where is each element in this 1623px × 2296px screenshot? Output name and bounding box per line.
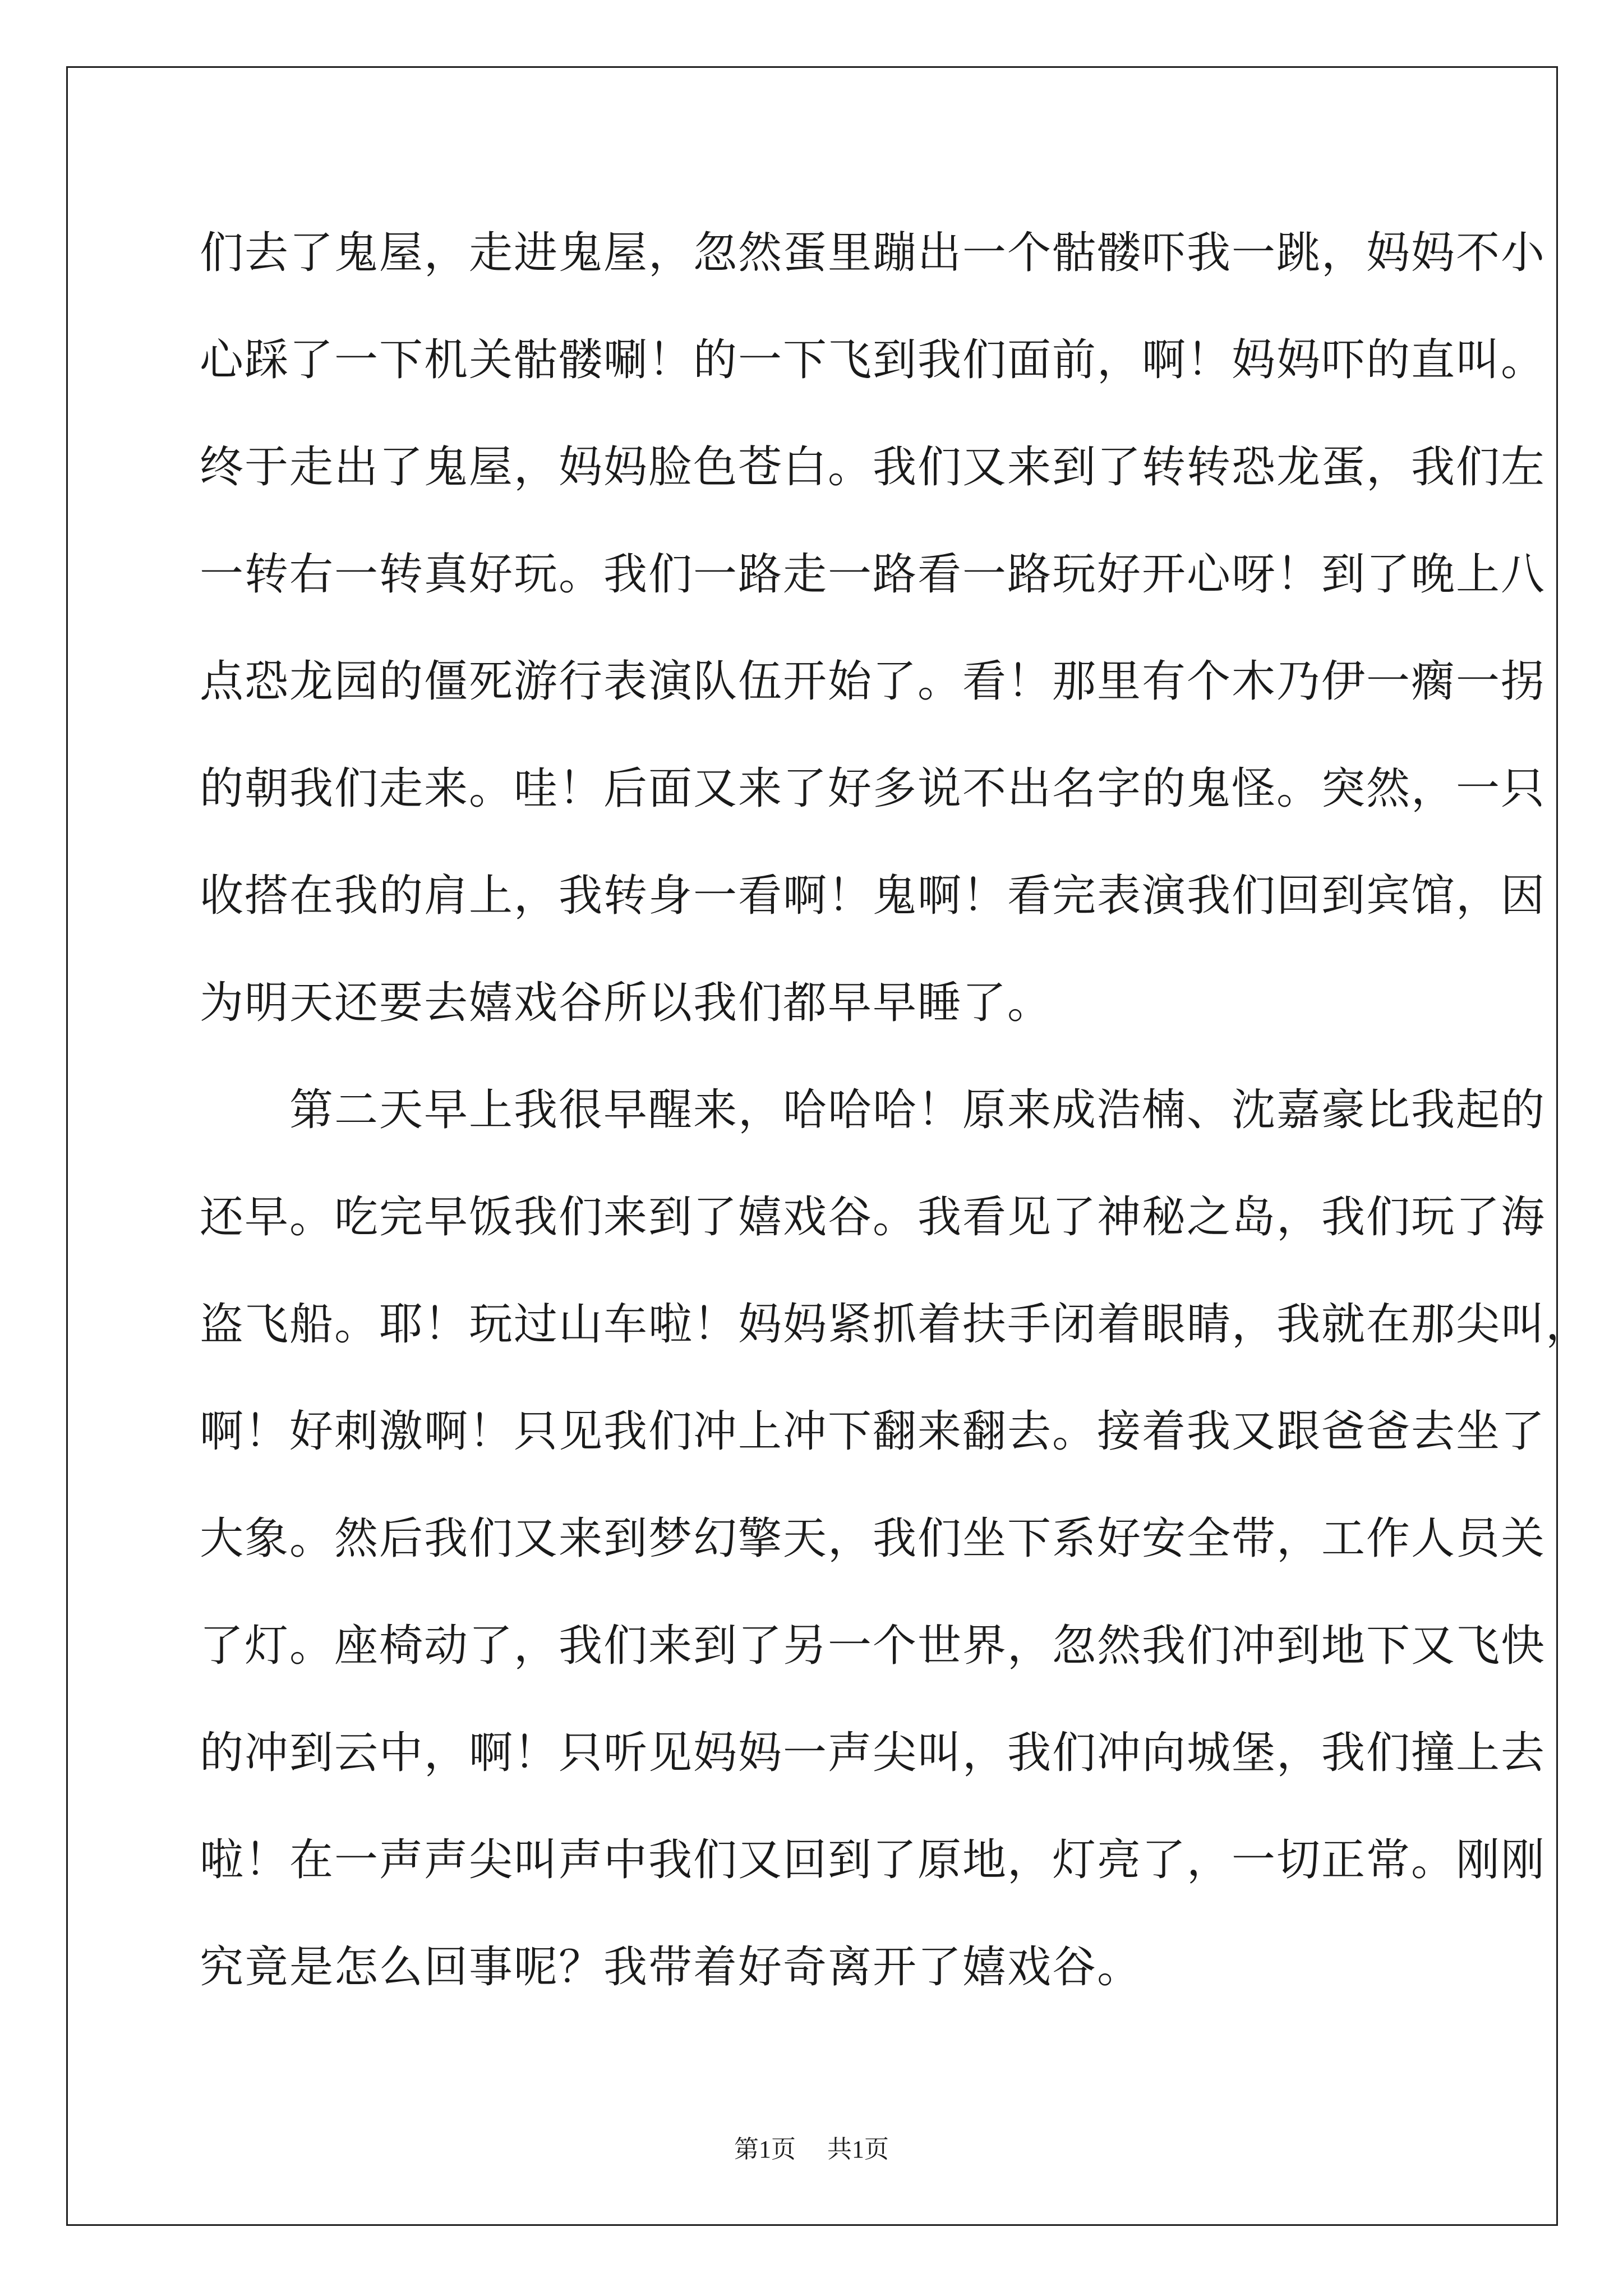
text-line: 第二天早上我很早醒来，哈哈哈！原来成浩楠、沈嘉豪比我起的 [200,1085,1546,1135]
text-line: 为明天还要去嬉戏谷所以我们都早早睡了。 [200,978,1053,1028]
text-line: 究竟是怎么回事呢？我带着好奇离开了嬉戏谷。 [200,1942,1142,1993]
text-line: 了灯。座椅动了，我们来到了另一个世界，忽然我们冲到地下又飞快 [200,1621,1546,1671]
text-line: 心踩了一下机关骷髅唰！的一下飞到我们面前，啊！妈妈吓的直叫。 [200,335,1546,385]
text-line: 盗飞船。耶！玩过山车啦！妈妈紧抓着扶手闭着眼睛，我就在那尖叫， [200,1299,1591,1350]
page-total: 共1页 [827,2136,889,2163]
text-line: 啦！在一声声尖叫声中我们又回到了原地，灯亮了，一切正常。刚刚 [200,1835,1546,1885]
text-line: 收搭在我的肩上，我转身一看啊！鬼啊！看完表演我们回到宾馆，因 [200,871,1546,921]
text-line: 大象。然后我们又来到梦幻擎天，我们坐下系好安全带，工作人员关 [200,1513,1546,1564]
text-line: 啊！好刺激啊！只见我们冲上冲下翻来翻去。接着我又跟爸爸去坐了 [200,1406,1546,1457]
page-footer [0,2129,1623,2165]
page-number: 第1页 [734,2136,796,2163]
text-line: 一转右一转真好玩。我们一路走一路看一路玩好开心呀！到了晚上八 [200,549,1546,600]
document-body [200,200,1591,2021]
text-line: 的朝我们走来。哇！后面又来了好多说不出名字的鬼怪。突然，一只 [200,763,1546,814]
text-line: 们去了鬼屋，走进鬼屋，忽然蛋里蹦出一个骷髅吓我一跳，妈妈不小 [200,228,1546,278]
text-line: 的冲到云中，啊！只听见妈妈一声尖叫，我们冲向城堡，我们撞上去 [200,1728,1546,1778]
text-line: 终于走出了鬼屋，妈妈脸色苍白。我们又来到了转转恐龙蛋，我们左 [200,442,1546,493]
text-line: 还早。吃完早饭我们来到了嬉戏谷。我看见了神秘之岛，我们玩了海 [200,1192,1546,1243]
text-line: 点恐龙园的僵死游行表演队伍开始了。看！那里有个木乃伊一瘸一拐 [200,656,1546,707]
